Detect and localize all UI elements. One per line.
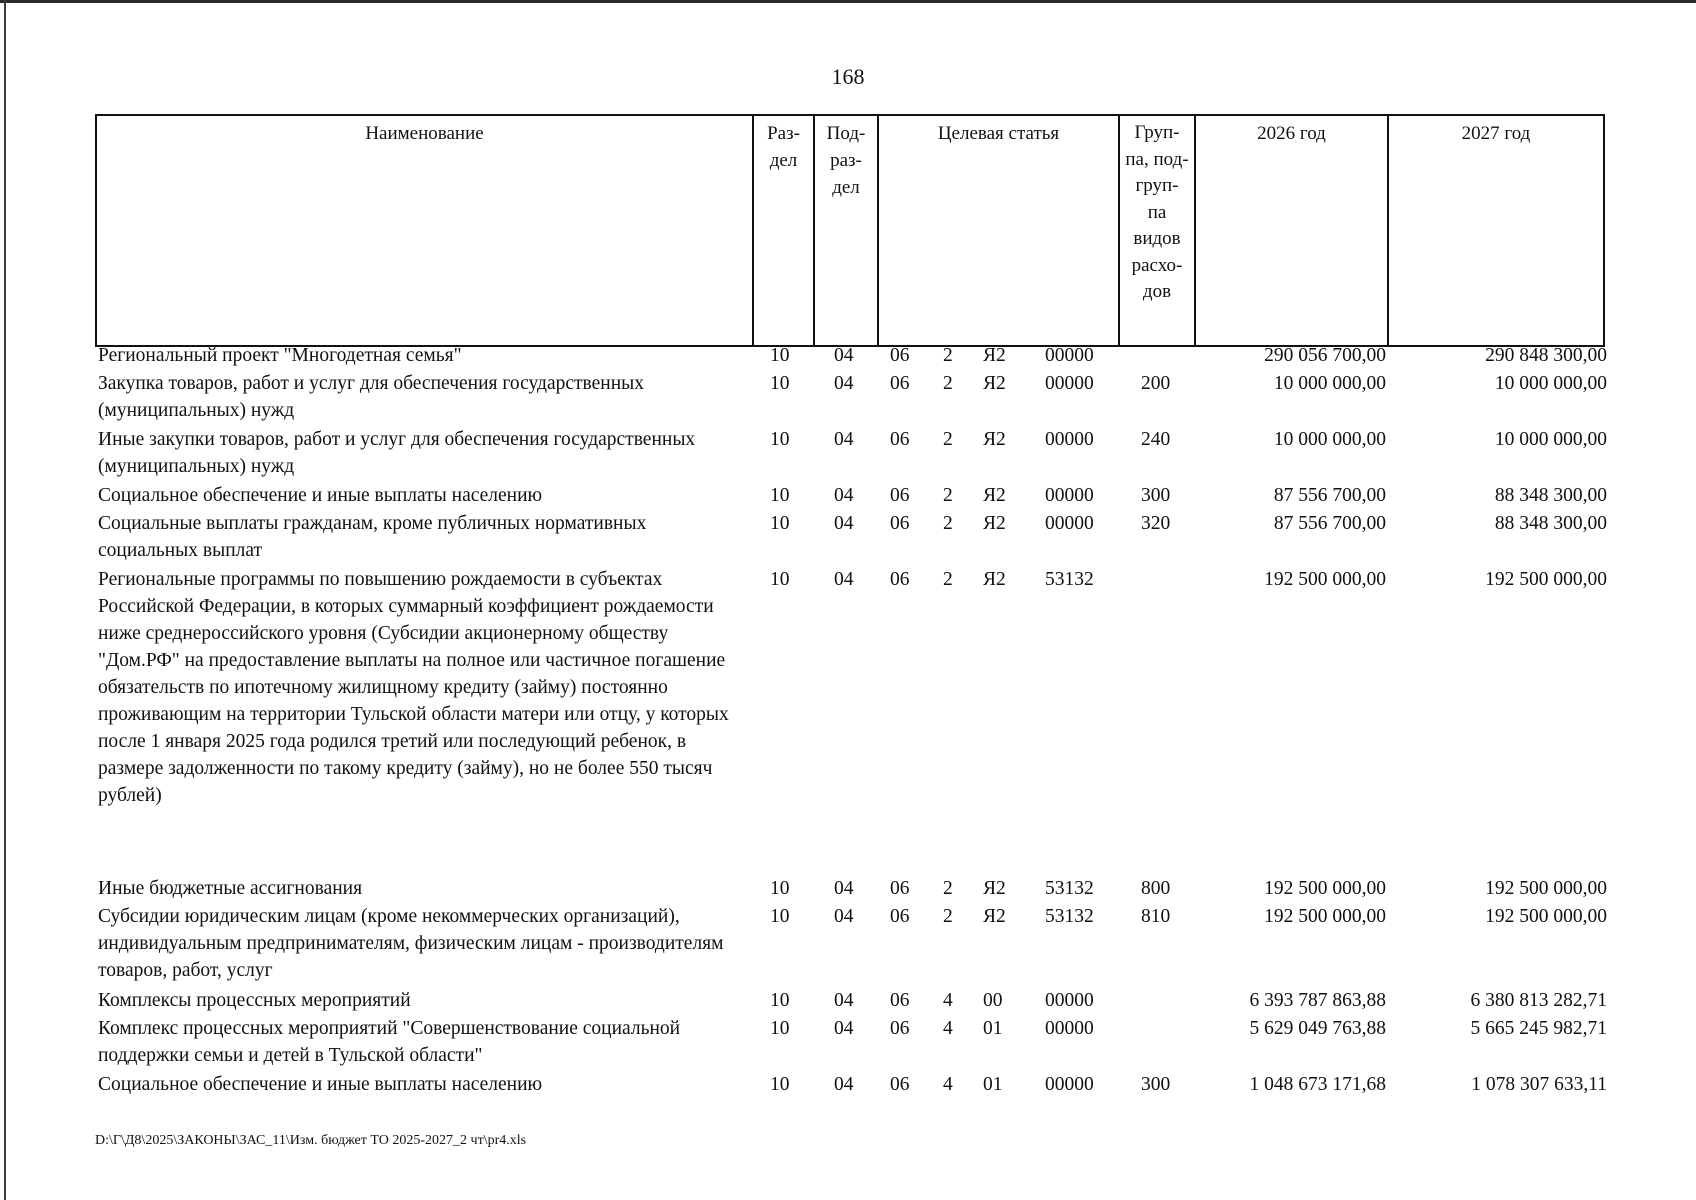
row-razdel: 10	[770, 429, 790, 450]
row-target-project: Я2	[983, 373, 1006, 394]
row-podrazdel: 04	[834, 569, 854, 590]
row-razdel: 10	[770, 906, 790, 927]
row-target-project: 01	[983, 1018, 1003, 1039]
row-podrazdel: 04	[834, 1074, 854, 1095]
row-name: Закупка товаров, работ и услуг для обеспечения государственных (муниципальных) нужд	[98, 373, 645, 421]
row-target-program: 06	[890, 906, 910, 927]
scan-edge-top	[0, 0, 1696, 3]
row-podrazdel: 04	[834, 513, 854, 534]
row-amount-2027: 5 665 245 982,71	[1470, 1018, 1607, 1039]
row-target-direction: 53132	[1045, 906, 1094, 927]
row-target-direction: 00000	[1045, 373, 1094, 394]
row-amount-2026: 1 048 673 171,68	[1249, 1074, 1386, 1095]
row-razdel: 10	[770, 1018, 790, 1039]
row-target-direction: 00000	[1045, 513, 1094, 534]
row-target-project: Я2	[983, 429, 1006, 450]
row-amount-2026: 6 393 787 863,88	[1249, 990, 1386, 1011]
row-amount-2026: 192 500 000,00	[1264, 569, 1386, 590]
row-expense-group: 300	[1141, 485, 1171, 506]
header-name: Наименование	[96, 115, 753, 346]
row-expense-group: 810	[1141, 906, 1171, 927]
row-expense-group: 320	[1141, 513, 1171, 534]
row-target-direction: 00000	[1045, 1018, 1094, 1039]
row-razdel: 10	[770, 569, 790, 590]
row-razdel: 10	[770, 485, 790, 506]
header-target-article: Целевая статья	[878, 115, 1119, 346]
row-target-program: 06	[890, 878, 910, 899]
row-amount-2027: 290 848 300,00	[1485, 345, 1607, 366]
row-target-project: Я2	[983, 569, 1006, 590]
row-target-direction: 00000	[1045, 1074, 1094, 1095]
row-target-direction: 00000	[1045, 345, 1094, 366]
row-podrazdel: 04	[834, 485, 854, 506]
row-name: Комплекс процессных мероприятий "Совершенствование социальной поддержки семьи и детей в Тульской области"	[98, 1018, 681, 1066]
row-name: Иные закупки товаров, работ и услуг для обеспечения государственных (муниципальных) нужд	[98, 429, 696, 477]
row-name: Региональный проект "Многодетная семья"	[98, 345, 462, 366]
row-expense-group: 240	[1141, 429, 1171, 450]
row-target-subprogram: 4	[943, 1018, 953, 1039]
row-podrazdel: 04	[834, 1018, 854, 1039]
row-target-subprogram: 4	[943, 1074, 953, 1095]
row-podrazdel: 04	[834, 878, 854, 899]
row-amount-2026: 10 000 000,00	[1273, 429, 1386, 450]
row-razdel: 10	[770, 1074, 790, 1095]
row-podrazdel: 04	[834, 345, 854, 366]
row-target-direction: 00000	[1045, 429, 1094, 450]
footer-file-path: D:\Г\Д8\2025\ЗАКОНЫ\ЗАС_11\Изм. бюджет ТО 2025-2027_2 чт\pr4.xls	[95, 1133, 527, 1148]
row-amount-2027: 1 078 307 633,11	[1471, 1074, 1607, 1095]
row-name: Социальные выплаты гражданам, кроме публичных нормативных социальных выплат	[98, 513, 647, 561]
row-amount-2027: 88 348 300,00	[1494, 485, 1607, 506]
row-target-program: 06	[890, 345, 910, 366]
row-expense-group: 300	[1141, 1074, 1171, 1095]
header-year-2026: 2026 год	[1195, 115, 1388, 346]
row-amount-2026: 87 556 700,00	[1273, 513, 1386, 534]
row-target-subprogram: 2	[943, 513, 953, 534]
row-expense-group: 200	[1141, 373, 1171, 394]
row-amount-2026: 192 500 000,00	[1264, 906, 1386, 927]
header-razdel: Раз- дел	[753, 115, 814, 346]
row-amount-2027: 88 348 300,00	[1494, 513, 1607, 534]
header-podrazdel: Под- раз- дел	[814, 115, 878, 346]
row-target-project: Я2	[983, 906, 1006, 927]
row-target-subprogram: 2	[943, 429, 953, 450]
row-amount-2026: 192 500 000,00	[1264, 878, 1386, 899]
row-target-project: 01	[983, 1074, 1003, 1095]
header-expense-group: Груп- па, под- груп- па видов расхо- дов	[1119, 115, 1195, 346]
page-number: 168	[831, 64, 865, 89]
row-target-program: 06	[890, 1074, 910, 1095]
row-target-program: 06	[890, 569, 910, 590]
row-amount-2027: 10 000 000,00	[1494, 429, 1607, 450]
row-target-subprogram: 2	[943, 906, 953, 927]
row-amount-2027: 192 500 000,00	[1485, 906, 1607, 927]
row-expense-group: 800	[1141, 878, 1171, 899]
row-razdel: 10	[770, 373, 790, 394]
row-target-subprogram: 2	[943, 569, 953, 590]
row-target-subprogram: 2	[943, 878, 953, 899]
row-target-program: 06	[890, 429, 910, 450]
row-amount-2026: 87 556 700,00	[1273, 485, 1386, 506]
row-razdel: 10	[770, 990, 790, 1011]
table-header	[95, 114, 1605, 347]
row-name: Комплексы процессных мероприятий	[98, 990, 411, 1011]
row-target-direction: 53132	[1045, 569, 1094, 590]
row-name: Социальное обеспечение и иные выплаты населению	[98, 1074, 543, 1095]
row-podrazdel: 04	[834, 373, 854, 394]
row-podrazdel: 04	[834, 990, 854, 1011]
row-name: Субсидии юридическим лицам (кроме некоммерческих организаций), индивидуальным предпринимателям, физическим лицам - производителям товаров, работ, услуг	[98, 906, 724, 981]
row-amount-2026: 10 000 000,00	[1273, 373, 1386, 394]
row-target-project: Я2	[983, 513, 1006, 534]
row-target-program: 06	[890, 485, 910, 506]
row-amount-2026: 5 629 049 763,88	[1249, 1018, 1386, 1039]
row-target-program: 06	[890, 1018, 910, 1039]
scan-edge-left	[4, 0, 6, 1200]
row-amount-2026: 290 056 700,00	[1264, 345, 1386, 366]
row-target-program: 06	[890, 373, 910, 394]
row-name: Региональные программы по повышению рождаемости в субъектах Российской Федерации, в которых суммарный коэффициент рождаемости ниже среднероссийского уровня (Субсидии акционерному обществу "Дом.РФ" на предоставление выплаты на полное или частичное погашение обязательств по ипотечному жилищному кредиту (займу) постоянно проживающим на территории Тульской области матери или отцу, у которых после 1 января 2025 года родился третий или последующий ребенок, в размере задолженности по такому кредиту (займу), но не более 550 тысяч рублей)	[98, 569, 729, 806]
row-target-subprogram: 2	[943, 373, 953, 394]
row-amount-2027: 6 380 813 282,71	[1470, 990, 1607, 1011]
row-target-project: Я2	[983, 345, 1006, 366]
row-target-direction: 00000	[1045, 485, 1094, 506]
row-name: Социальное обеспечение и иные выплаты населению	[98, 485, 543, 506]
row-target-project: 00	[983, 990, 1003, 1011]
row-podrazdel: 04	[834, 429, 854, 450]
row-razdel: 10	[770, 513, 790, 534]
row-target-project: Я2	[983, 878, 1006, 899]
row-target-subprogram: 2	[943, 485, 953, 506]
row-target-direction: 53132	[1045, 878, 1094, 899]
row-target-subprogram: 4	[943, 990, 953, 1011]
row-amount-2027: 10 000 000,00	[1494, 373, 1607, 394]
row-amount-2027: 192 500 000,00	[1485, 569, 1607, 590]
row-target-program: 06	[890, 990, 910, 1011]
row-razdel: 10	[770, 345, 790, 366]
row-name: Иные бюджетные ассигнования	[98, 878, 363, 899]
row-razdel: 10	[770, 878, 790, 899]
row-podrazdel: 04	[834, 906, 854, 927]
row-target-direction: 00000	[1045, 990, 1094, 1011]
header-year-2027: 2027 год	[1388, 115, 1604, 346]
row-target-subprogram: 2	[943, 345, 953, 366]
row-amount-2027: 192 500 000,00	[1485, 878, 1607, 899]
row-target-project: Я2	[983, 485, 1006, 506]
row-target-program: 06	[890, 513, 910, 534]
